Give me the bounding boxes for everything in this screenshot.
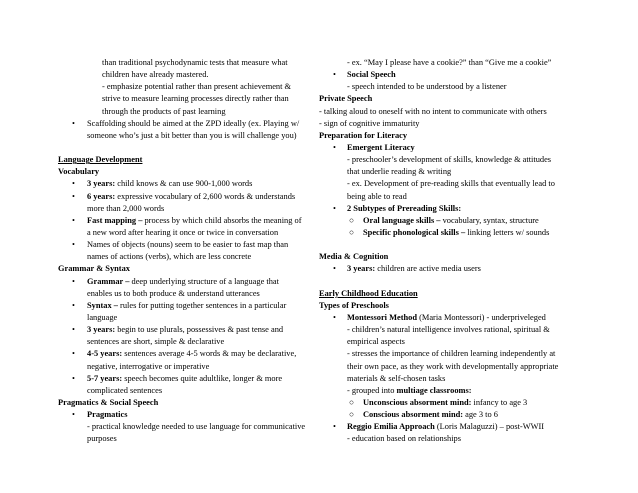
text-line: more than 2,000 words bbox=[87, 203, 165, 213]
text-line: speech becomes quite adultlike, longer & more bbox=[122, 373, 283, 383]
bullet-item bbox=[58, 348, 310, 360]
text-line: children are active media users bbox=[375, 264, 481, 274]
bullet-item bbox=[58, 118, 310, 130]
bullet-icon: • bbox=[72, 373, 75, 383]
bold-term: 2 Subtypes of Prereading Skills: bbox=[347, 203, 462, 213]
text-line: process by which child absorbs the meaning of bbox=[142, 215, 302, 225]
text-line: - talking aloud to oneself with no intent to communicate with others bbox=[319, 106, 547, 116]
spacer bbox=[319, 276, 585, 288]
text-line: - education based on relationships bbox=[347, 434, 461, 444]
text-line: a new word after hearing it once or twice in conversation bbox=[87, 227, 279, 237]
text-line: that underlie reading & writing bbox=[347, 167, 452, 177]
text-line: strive to measure learning processes directly rather than bbox=[102, 94, 289, 104]
bullet-item bbox=[319, 69, 585, 81]
bold-term: Syntax – bbox=[87, 300, 118, 310]
bold-term: Specific phonological skills – bbox=[363, 227, 466, 237]
bullet-item bbox=[58, 239, 310, 251]
subsection-heading: Grammar & Syntax bbox=[58, 264, 130, 274]
text-line: empirical aspects bbox=[347, 337, 405, 347]
bullet-item bbox=[58, 191, 310, 203]
bullet-icon: • bbox=[333, 312, 336, 322]
sub-bullet-item bbox=[319, 397, 585, 409]
section-heading: Language Development bbox=[58, 155, 143, 165]
bold-term: 4-5 years: bbox=[87, 349, 123, 359]
text-line: - ex. “May I please have a cookie?” than “Give me a cookie” bbox=[347, 58, 552, 67]
bullet-icon: • bbox=[72, 179, 75, 189]
text-line: their own pace, as they work with developmentally appropriate bbox=[347, 361, 559, 371]
sub-bullet-item bbox=[319, 215, 585, 227]
bullet-item bbox=[319, 421, 585, 433]
bullet-icon: • bbox=[72, 191, 75, 201]
bold-term: Montessori Method bbox=[347, 312, 418, 322]
text-line: Names of objects (nouns) seem to be easier to fast map than bbox=[87, 240, 289, 250]
text-line: through the products of past learning bbox=[102, 106, 226, 116]
text-line: - stresses the importance of children learning independently at bbox=[347, 349, 556, 359]
bullet-item bbox=[319, 263, 585, 275]
text-line: vocabulary, syntax, structure bbox=[440, 215, 539, 225]
subsection-heading: Pragmatics & Social Speech bbox=[58, 397, 159, 407]
text-line: begin to use plurals, possessives & past tense and bbox=[115, 325, 284, 335]
text-line: - sign of cognitive immaturity bbox=[319, 118, 420, 128]
text-line: sentences are short, simple & declarative bbox=[87, 337, 225, 347]
text-line: rules for putting together sentences in a particular bbox=[117, 300, 287, 310]
circle-bullet-icon: ○ bbox=[349, 410, 355, 420]
circle-bullet-icon: ○ bbox=[349, 227, 355, 237]
sub-bullet-item bbox=[319, 227, 585, 239]
text-line: - ex. Development of pre-reading skills that eventually lead to bbox=[347, 179, 555, 189]
bullet-icon: • bbox=[72, 276, 75, 286]
bold-term: Pragmatics bbox=[87, 410, 128, 420]
circle-bullet-icon: ○ bbox=[349, 215, 355, 225]
bold-term: Grammar – bbox=[87, 276, 130, 286]
text-line: infancy to age 3 bbox=[471, 397, 528, 407]
circle-bullet-icon: ○ bbox=[349, 397, 355, 407]
text-line: - speech intended to be understood by a listener bbox=[347, 82, 507, 92]
bullet-item bbox=[58, 276, 310, 288]
text-line: (Loris Malaguzzi) – post-WWII bbox=[434, 422, 545, 432]
bullet-item bbox=[58, 324, 310, 336]
bullet-icon: • bbox=[72, 215, 75, 225]
bullet-item bbox=[58, 178, 310, 190]
text-line: than traditional psychodynamic tests that measure what bbox=[102, 58, 288, 67]
text-line: (Maria Montessori) - underpriveleged bbox=[417, 312, 546, 322]
text-line: language bbox=[87, 312, 118, 322]
text-line: - children’s natural intelligence involves rational, spiritual & bbox=[347, 325, 550, 335]
bold-term: 3 years: bbox=[87, 179, 116, 189]
right-column bbox=[319, 57, 585, 446]
text-line: negative, interrogative or imperative bbox=[87, 361, 210, 371]
bullet-icon: • bbox=[72, 410, 75, 420]
bold-term: Conscious absorment mind: bbox=[363, 410, 464, 420]
text-line: - grouped into bbox=[347, 385, 397, 395]
bullet-icon: • bbox=[333, 422, 336, 432]
bullet-icon: • bbox=[333, 142, 336, 152]
bullet-icon: • bbox=[333, 70, 336, 80]
bold-term: multiage classrooms: bbox=[396, 385, 472, 395]
text-line: enables us to both produce & understand utterances bbox=[87, 288, 260, 298]
bullet-item bbox=[58, 373, 310, 385]
bullet-icon: • bbox=[72, 349, 75, 359]
bullet-item bbox=[58, 215, 310, 227]
text-line: expressive vocabulary of 2,600 words & understands bbox=[115, 191, 296, 201]
text-line: linking letters w/ sounds bbox=[465, 227, 550, 237]
bullet-item bbox=[58, 409, 310, 421]
text-line: - emphasize potential rather than present achievement & bbox=[102, 82, 292, 92]
bullet-icon: • bbox=[72, 300, 75, 310]
text-line: Scaffolding should be aimed at the ZPD ideally (ex. Playing w/ bbox=[87, 118, 300, 128]
bold-term: Emergent Literacy bbox=[347, 142, 415, 152]
text-line: sentences average 4-5 words & may be declarative, bbox=[122, 349, 297, 359]
text-line: purposes bbox=[87, 434, 117, 444]
section-heading: Early Childhood Education bbox=[319, 288, 418, 298]
bullet-item bbox=[58, 300, 310, 312]
bold-term: 5-7 years: bbox=[87, 373, 123, 383]
bullet-item bbox=[319, 203, 585, 215]
text-line: - practical knowledge needed to use language for communicative bbox=[87, 422, 306, 432]
bullet-icon: • bbox=[72, 240, 75, 250]
subsection-heading: Vocabulary bbox=[58, 167, 100, 177]
text-line: deep underlying structure of a language that bbox=[129, 276, 279, 286]
bold-term: Reggio Emilia Approach bbox=[347, 422, 435, 432]
subsection-heading: Media & Cognition bbox=[319, 252, 389, 262]
text-line: age 3 to 6 bbox=[463, 410, 498, 420]
text-line: child knows & can use 900-1,000 words bbox=[115, 179, 253, 189]
subsection-heading: Types of Preschools bbox=[319, 300, 389, 310]
bold-term: Fast mapping – bbox=[87, 215, 143, 225]
bold-term: 3 years: bbox=[87, 325, 116, 335]
sub-bullet-item bbox=[319, 409, 585, 421]
bold-term: Social Speech bbox=[347, 70, 396, 80]
subsection-heading: Preparation for Literacy bbox=[319, 130, 408, 140]
text-line bbox=[319, 385, 585, 397]
spacer bbox=[319, 239, 585, 251]
text-line: children have already mastered. bbox=[102, 70, 209, 80]
spacer bbox=[58, 142, 310, 154]
bullet-icon: • bbox=[333, 203, 336, 213]
text-line: someone who’s just a bit better than you is will challenge you) bbox=[87, 130, 297, 140]
text-line: complicated sentences bbox=[87, 385, 163, 395]
bullet-icon: • bbox=[72, 118, 75, 128]
text-line: names of actions (verbs), which are less concrete bbox=[87, 252, 252, 262]
left-column bbox=[58, 57, 310, 446]
bold-term: 3 years: bbox=[347, 264, 376, 274]
text-line: - preschooler’s development of skills, knowledge & attitudes bbox=[347, 155, 552, 165]
bold-term: Unconscious absorment mind: bbox=[363, 397, 472, 407]
bullet-item bbox=[319, 312, 585, 324]
bold-term: 6 years: bbox=[87, 191, 116, 201]
text-line: materials & self-chosen tasks bbox=[347, 373, 446, 383]
bullet-icon: • bbox=[72, 325, 75, 335]
bullet-item bbox=[319, 142, 585, 154]
bold-term: Oral language skills – bbox=[363, 215, 441, 225]
subsection-heading: Private Speech bbox=[319, 94, 373, 104]
text-line: being able to read bbox=[347, 191, 407, 201]
bullet-icon: • bbox=[333, 264, 336, 274]
